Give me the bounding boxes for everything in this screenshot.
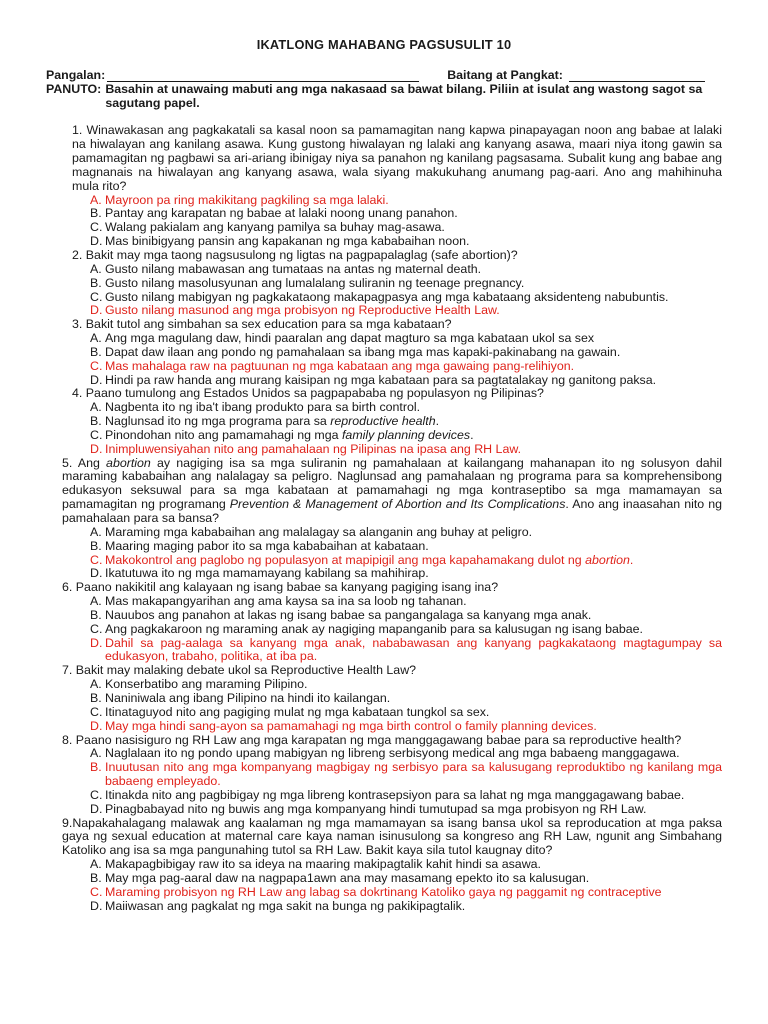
- question-number: 2.: [72, 247, 83, 262]
- option-c[interactable]: [90, 429, 722, 443]
- option-text-italic: abortion: [585, 552, 630, 567]
- option-text-main: Naglunsad ito ng mga programa para sa: [105, 414, 327, 429]
- question-9: [46, 817, 722, 914]
- option-letter: C.: [90, 704, 103, 719]
- option-a[interactable]: [90, 595, 722, 609]
- option-text: [105, 872, 722, 886]
- option-d[interactable]: [90, 374, 722, 388]
- question-stem: [46, 664, 722, 678]
- option-letter: C.: [90, 787, 103, 802]
- option-letter: A.: [90, 524, 102, 539]
- option-text: [105, 623, 722, 637]
- question-5: [46, 457, 722, 582]
- option-text-main: Mas makapangyarihan ang ama kaysa sa ina sa loob ng tahanan.: [105, 594, 467, 609]
- option-text-main: Inimpluwensiyahan nito ang pamahalaan ng Pilipinas na ipasa ang RH Law.: [105, 441, 522, 456]
- option-b[interactable]: [90, 207, 722, 221]
- option-text-main: Hindi pa raw handa ang murang kaisipan ng mga kabataan para sa pagtatalakay ng ganitong paksa.: [105, 372, 657, 387]
- name-grade-line: [46, 69, 722, 83]
- option-letter: D.: [90, 898, 103, 913]
- option-a[interactable]: [90, 332, 722, 346]
- option-text: [105, 374, 722, 388]
- option-d[interactable]: [90, 567, 722, 581]
- option-text: [105, 595, 722, 609]
- option-list: [46, 678, 722, 733]
- question-list: [46, 124, 722, 913]
- option-letter: B.: [90, 275, 102, 290]
- name-blank[interactable]: [107, 69, 419, 82]
- option-text: [105, 678, 722, 692]
- option-letter: C.: [90, 552, 103, 567]
- option-text: [105, 401, 722, 415]
- option-text-main: Inuutusan nito ang mga kompanyang magbigay ng serbisyo para sa kalusugang reproduktibo ng kanilang mga babaeng empleyado.: [105, 760, 722, 789]
- option-text: [105, 761, 722, 789]
- option-d[interactable]: [90, 803, 722, 817]
- question-number: 6.: [62, 580, 73, 595]
- option-text: [105, 332, 722, 346]
- option-b[interactable]: [90, 346, 722, 360]
- option-list: [46, 401, 722, 456]
- option-letter: D.: [90, 566, 103, 581]
- option-a[interactable]: [90, 401, 722, 415]
- option-letter: C.: [90, 884, 103, 899]
- option-c[interactable]: [90, 221, 722, 235]
- option-text-main: Mayroon pa ring makikitang pagkiling sa mga lalaki.: [105, 192, 389, 207]
- question-text: Napakahalagang malawak ang kaalaman ng mga mamamayan sa isang bansa ukol sa reproducation at mga paksa gaya ng sexual education at maternal care kaya naman isinusulong sa kongreso ang RH Law, ngunit ang Simbahang Katoliko ang isa sa mga pangunahing tutol sa RH Law. Bakit kaya sila tutol kaugnay dito?: [62, 815, 722, 858]
- option-letter: B.: [90, 414, 102, 429]
- question-number: 7.: [62, 663, 73, 678]
- option-c[interactable]: [90, 360, 722, 374]
- option-c[interactable]: [90, 554, 722, 568]
- option-b[interactable]: [90, 761, 722, 789]
- option-text: [105, 886, 722, 900]
- grade-blank[interactable]: [569, 69, 705, 82]
- question-stem: [46, 124, 722, 193]
- question-6: [46, 581, 722, 664]
- option-letter: D.: [90, 303, 103, 318]
- question-text-italic: abortion: [106, 455, 151, 470]
- question-8: [46, 734, 722, 817]
- option-letter: B.: [90, 607, 102, 622]
- option-letter: D.: [90, 635, 103, 650]
- option-text-main: Dapat daw ilaan ang pondo ng pamahalaan sa ibang mga mas kapaki-pakinabang na gawain.: [105, 344, 621, 359]
- option-text: [105, 637, 722, 665]
- question-3: [46, 318, 722, 387]
- question-number: 3.: [72, 317, 83, 332]
- option-text-main: Itinakda nito ang pagbibigay ng mga libreng kontrasepsiyon para sa lahat ng mga manggagawang babae.: [105, 787, 685, 802]
- option-a[interactable]: [90, 194, 722, 208]
- option-text-main: Dahil sa pag-aalaga sa kanyang mga anak, nababawasan ang kanyang pagkakataong magtagumpay sa edukasyon, trabaho, politika, at iba pa.: [105, 635, 722, 664]
- option-text-main: Gusto nilang masolusyunan ang lumalalang suliranin ng teenage pregnancy.: [105, 275, 525, 290]
- question-4: [46, 387, 722, 456]
- option-c[interactable]: [90, 291, 722, 305]
- option-b[interactable]: [90, 415, 722, 429]
- question-stem: [46, 734, 722, 748]
- option-text-main: May mga pag-aaral daw na nagpapa1awn ana may masamang epekto ito sa kalusugan.: [105, 870, 590, 885]
- option-list: [46, 332, 722, 387]
- option-text-main: Makapagbibigay raw ito sa ideya na maaring makipagtalik kahit hindi sa asawa.: [105, 857, 541, 872]
- option-text: [105, 194, 722, 208]
- option-text: [105, 554, 722, 568]
- option-text-main: Mas mahalaga raw na pagtuunan ng mga kabataan ang mga gawaing pang-relihiyon.: [105, 358, 575, 373]
- question-text: Bakit may malaking debate ukol sa Reproductive Health Law?: [75, 663, 417, 678]
- option-text-main: Pinondohan nito ang pamamahagi ng mga: [105, 427, 339, 442]
- option-text-main: Makokontrol ang paglobo ng populasyon at mapipigil ang mga kapahamakang dulot ng: [105, 552, 582, 567]
- option-letter: B.: [90, 870, 102, 885]
- option-text: [105, 789, 722, 803]
- option-text-main: Nagbenta ito ng iba't ibang produkto para sa birth control.: [105, 400, 421, 415]
- option-text: [105, 900, 722, 914]
- question-number: 5.: [62, 455, 73, 470]
- option-text-main: Ang pagkakaroon ng maraming anak ay nagiging mapanganib para sa kalusugan ng isang babae.: [105, 621, 644, 636]
- option-text: [105, 346, 722, 360]
- option-text-main: Nauubos ang panahon at lakas ng isang babae sa pangangalaga sa kanyang mga anak.: [105, 607, 592, 622]
- option-letter: A.: [90, 857, 102, 872]
- option-text: [105, 415, 722, 429]
- question-number: 1.: [72, 123, 83, 138]
- option-letter: A.: [90, 677, 102, 692]
- option-letter: B.: [90, 690, 102, 705]
- option-text: [105, 858, 722, 872]
- option-list: [46, 526, 722, 581]
- option-letter: C.: [90, 358, 103, 373]
- option-letter: A.: [90, 331, 102, 346]
- option-b[interactable]: [90, 692, 722, 706]
- option-c[interactable]: [90, 886, 722, 900]
- name-label: Pangalan:: [46, 67, 106, 82]
- option-b[interactable]: [90, 872, 722, 886]
- question-text: Bakit may mga taong nagsusulong ng ligtas na pagpapalaglag (safe abortion)?: [85, 247, 518, 262]
- question-text-italic: Prevention & Management of Abortion and Its Complications: [229, 497, 566, 512]
- question-stem: [46, 387, 722, 401]
- option-text: [105, 304, 722, 318]
- instructions-text: Basahin at unawaing mabuti ang mga nakasaad sa bawat bilang. Piliin at isulat ang wastong sagot sa sagutang papel.: [105, 81, 703, 110]
- option-b[interactable]: [90, 277, 722, 291]
- option-text-main: Maraming probisyon ng RH Law ang labag sa dokrtinang Katoliko gaya ng paggamit ng contraceptive: [105, 884, 662, 899]
- question-7: [46, 664, 722, 733]
- option-d[interactable]: [90, 304, 722, 318]
- option-text-main: Naglalaan ito ng pondo upang mabigyan ng libreng serbisyong medical ang mga babaeng manggagawa.: [105, 746, 680, 761]
- option-text-italic: reproductive health: [330, 414, 436, 429]
- option-d[interactable]: [90, 443, 722, 457]
- grade-label: Baitang at Pangkat:: [447, 67, 563, 82]
- option-text: [105, 360, 722, 374]
- option-text: [105, 263, 722, 277]
- option-letter: C.: [90, 427, 103, 442]
- option-text: [105, 706, 722, 720]
- exam-title: IKATLONG MAHABANG PAGSUSULIT 10: [256, 37, 512, 52]
- option-letter: B.: [90, 760, 102, 775]
- option-a[interactable]: [90, 858, 722, 872]
- option-text-after: .: [435, 414, 440, 429]
- option-list: [46, 595, 722, 664]
- question-1: [46, 124, 722, 249]
- option-text-main: Pantay ang karapatan ng babae at lalaki noong unang panahon.: [105, 206, 458, 221]
- option-text-main: Gusto nilang masunod ang mga probisyon ng Reproductive Health Law.: [105, 303, 500, 318]
- option-text: [105, 692, 722, 706]
- option-letter: A.: [90, 400, 102, 415]
- option-text-main: Maraming mga kababaihan ang malalagay sa alanganin ang buhay at peligro.: [105, 524, 533, 539]
- question-number: 4.: [72, 386, 83, 401]
- option-a[interactable]: [90, 526, 722, 540]
- option-text-main: Gusto nilang mabawasan ang tumataas na antas ng maternal death.: [105, 261, 482, 276]
- option-text: [105, 567, 722, 581]
- option-letter: A.: [90, 594, 102, 609]
- option-letter: B.: [90, 344, 102, 359]
- option-d[interactable]: [90, 720, 722, 734]
- option-text: [105, 277, 722, 291]
- option-letter: A.: [90, 746, 102, 761]
- option-text-main: Pinagbabayad nito ng buwis ang mga kompanyang hindi tumutupad sa mga probisyon ng RH Law.: [105, 801, 647, 816]
- question-stem: [46, 318, 722, 332]
- option-b[interactable]: [90, 609, 722, 623]
- option-letter: D.: [90, 234, 103, 249]
- option-text-main: Itinataguyod nito ang pagiging mulat ng mga kabataan tungkol sa sex.: [105, 704, 490, 719]
- option-text-after: .: [470, 427, 474, 442]
- option-letter: C.: [90, 289, 103, 304]
- option-text: [105, 221, 722, 235]
- option-a[interactable]: [90, 263, 722, 277]
- option-text: [105, 747, 722, 761]
- question-stem: [46, 249, 722, 263]
- option-list: [46, 263, 722, 318]
- option-letter: C.: [90, 220, 103, 235]
- option-list: [46, 747, 722, 816]
- question-stem: [46, 817, 722, 859]
- option-letter: A.: [90, 261, 102, 276]
- option-text-main: Gusto nilang mabigyan ng pagkakataong makapagpasya ang mga kabataang aksidenteng nabubuntis.: [105, 289, 669, 304]
- option-text: [105, 291, 722, 305]
- instructions-label: PANUTO:: [46, 81, 102, 96]
- question-text: Winawakasan ang pagkakatali sa kasal noon sa pamamagitan nang kapwa pinapayagan noon ang babae at lalaki na hiwalayan ang kanilang asawa. Kung gustong hiwalayan ng lalaki ang kanyang asawa, maari niya itong gawin sa pamamagitan ng pagbawi sa ari-ariang ibinigay niya sa panahon ng kanilang pagsasama. Subalit kung ang babae ang magnanais na hiwalayan ang kanyang asawa, wala siyang makukuhang anumang pag-aari. Ano ang mahihinuha mula rito?: [72, 123, 722, 193]
- option-text-main: Ikatutuwa ito ng mga mamamayang kabilang sa mahihirap.: [105, 566, 429, 581]
- question-text: Paano nakikitil ang kalayaan ng isang babae sa kanyang pagiging isang ina?: [75, 580, 499, 595]
- question-text: ay nagiging isa sa mga suliranin ng pamahalaan at kailangang mahanapan ito ng solusyon dahil maraming kababaihan ang nalalagay sa peligro. Naglunsad ang pamahalaan ng programa para sa komprehensibong edukasyon seksuwal para sa mga kabataan at pamamahagi ng mga kontraseptibo sa mga mamamayan sa pamamagitan ng programang: [62, 455, 723, 512]
- question-stem: [46, 457, 722, 526]
- option-text-italic: family planning devices: [341, 427, 471, 442]
- question-text: Paano tumulong ang Estados Unidos sa pagpapababa ng populasyon ng Pilipinas?: [85, 386, 544, 401]
- option-letter: D.: [90, 441, 103, 456]
- option-text-main: Ang mga magulang daw, hindi paaralan ang dapat magturo sa mga kabataan ukol sa sex: [105, 331, 595, 346]
- option-c[interactable]: [90, 706, 722, 720]
- option-text-main: Mas binibigyang pansin ang kapakanan ng mga kababaihan noon.: [105, 234, 470, 249]
- option-d[interactable]: [90, 637, 722, 665]
- option-list: [46, 858, 722, 913]
- option-text: [105, 609, 722, 623]
- option-text: [105, 720, 722, 734]
- option-letter: D.: [90, 372, 103, 387]
- option-text: [105, 235, 722, 249]
- question-text: . Ano ang inaasahan nito ng pamahalaan para sa bansa?: [62, 497, 722, 525]
- option-text-after: .: [629, 552, 634, 567]
- option-a[interactable]: [90, 747, 722, 761]
- option-letter: D.: [90, 718, 103, 733]
- option-list: [46, 194, 722, 249]
- option-letter: D.: [90, 801, 103, 816]
- question-number: 8.: [62, 732, 73, 747]
- option-text: [105, 540, 722, 554]
- option-text-main: Konserbatibo ang maraming Pilipino.: [105, 677, 308, 692]
- option-text-main: Naniniwala ang ibang Pilipino na hindi ito kailangan.: [105, 690, 391, 705]
- option-text: [105, 443, 722, 457]
- question-text: Bakit tutol ang simbahan sa sex education para sa mga kabataan?: [85, 317, 452, 332]
- question-stem: [46, 581, 722, 595]
- question-number: 9.: [62, 815, 73, 830]
- option-letter: C.: [90, 621, 103, 636]
- option-text: [105, 207, 722, 221]
- option-a[interactable]: [90, 678, 722, 692]
- option-text-main: Maaring maging pabor ito sa mga kababaihan at kabataan.: [105, 538, 429, 553]
- option-text-main: Maiiwasan ang pagkalat ng mga sakit na bunga ng pakikipagtalik.: [105, 898, 466, 913]
- option-text: [105, 526, 722, 540]
- option-c[interactable]: [90, 623, 722, 637]
- question-text: Ang: [77, 455, 100, 470]
- option-text: [105, 429, 722, 443]
- option-d[interactable]: [90, 900, 722, 914]
- option-text-main: Walang pakialam ang kanyang pamilya sa buhay mag-asawa.: [105, 220, 445, 235]
- option-letter: B.: [90, 206, 102, 221]
- option-c[interactable]: [90, 789, 722, 803]
- option-d[interactable]: [90, 235, 722, 249]
- option-text-main: May mga hindi sang-ayon sa pamamahagi ng mga birth control o family planning devices.: [105, 718, 597, 733]
- instructions: [46, 83, 722, 111]
- option-letter: A.: [90, 192, 102, 207]
- option-b[interactable]: [90, 540, 722, 554]
- question-text: Paano nasisiguro ng RH Law ang mga karapatan ng mga manggagawang babae para sa reproductive health?: [75, 732, 682, 747]
- option-letter: B.: [90, 538, 102, 553]
- question-2: [46, 249, 722, 318]
- option-text: [105, 803, 722, 817]
